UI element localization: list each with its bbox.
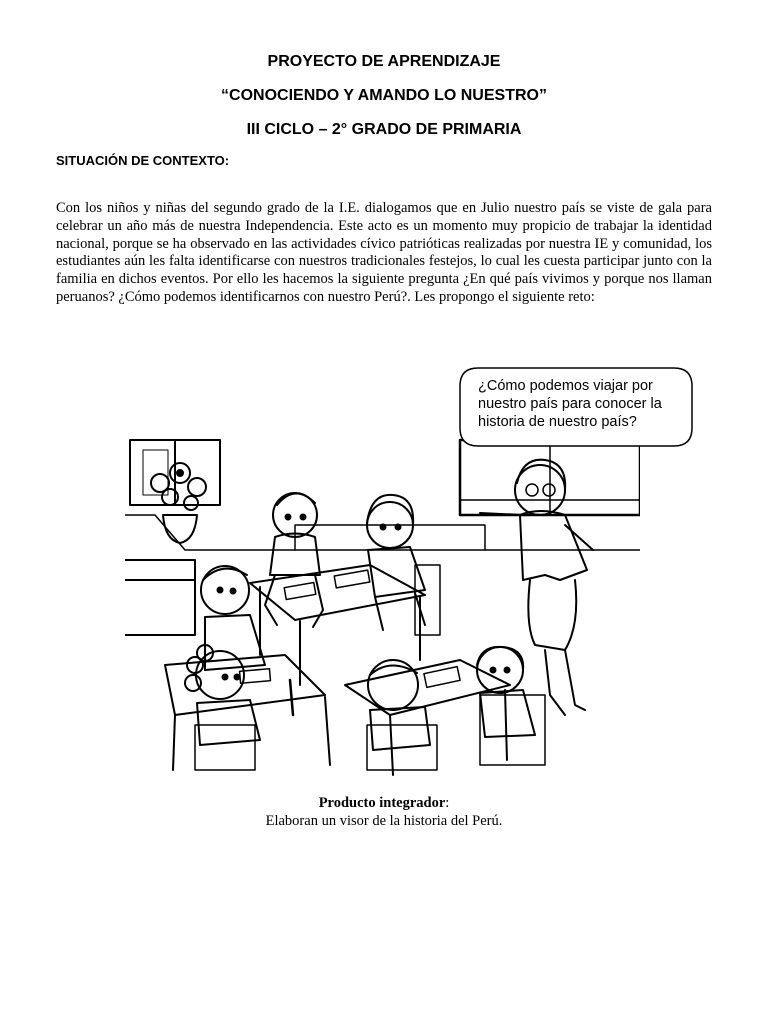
- product-description: Elaboran un visor de la historia del Perú.: [265, 813, 503, 829]
- product-colon: :: [445, 795, 450, 811]
- speech-bubble-text: ¿Cómo podemos viajar por nuestro país para conocer la historia de nuestro país?: [478, 378, 662, 430]
- context-heading: SITUACIÓN DE CONTEXTO:: [56, 153, 230, 168]
- project-title: PROYECTO DE APRENDIZAJE: [267, 53, 501, 70]
- product-section: [0, 794, 768, 830]
- cycle-grade: III CICLO – 2° GRADO DE PRIMARIA: [246, 121, 522, 138]
- product-label: Producto integrador: [318, 795, 446, 811]
- context-paragraph: Con los niños y niñas del segundo grado de la I.E. dialogamos que en Julio nuestro país se viste de gala para celebrar un año más de nuestra Independencia. Este acto es un momento muy propicio de trabajar la identidad nacional, porque se ha observado en las actividades cívico patrióticas realizadas por nuestra IE y comunidad, los estudiantes aún les falta identificarse con nuestros tradicionales festejos, lo cual les cuesta participar junto con la familia en dichos eventos. Por ello les hacemos la siguiente pregunta ¿En qué país vivimos y porque nos llaman peruanos? ¿Cómo podemos identificarnos con nuestro Perú?. Les propongo el siguiente reto:: [56, 200, 712, 305]
- project-name: “CONOCIENDO Y AMANDO LO NUESTRO”: [221, 87, 547, 104]
